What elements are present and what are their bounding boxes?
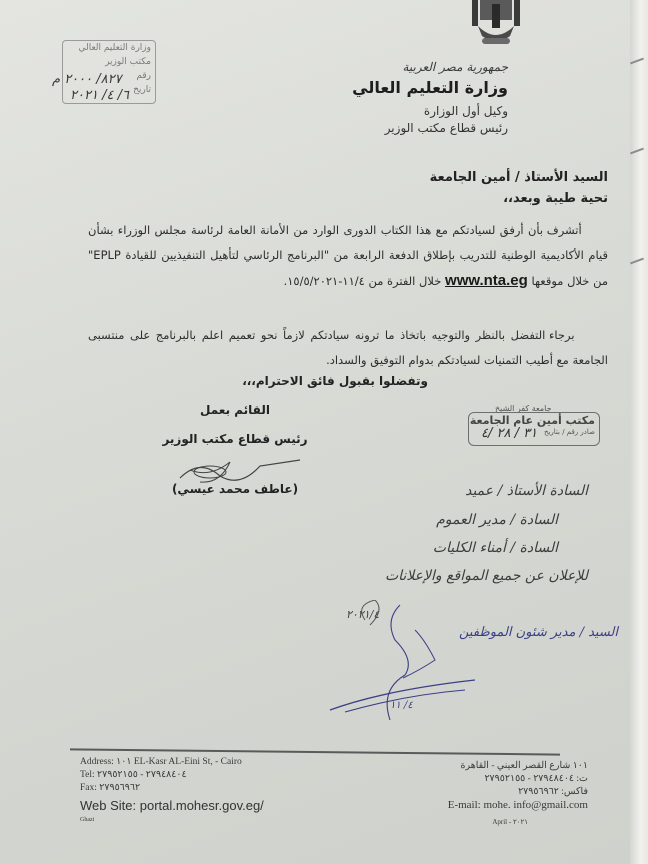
header-ministry: وزارة التعليم العالي	[352, 78, 508, 97]
footer-ar-address: ١٠١ شارع القصر العيني - القاهرة	[460, 761, 588, 771]
paragraph-2	[88, 323, 608, 373]
footer-ar-fax: فاكس: ٢٧٩٥٦٩٦٢	[518, 787, 588, 797]
stamp-date-label: تاريخ	[133, 85, 151, 95]
handwritten-line-4: للإعلان عن جميع المواقع والإعلانات	[384, 568, 588, 584]
header-deputy: وكيل أول الوزارة	[423, 104, 508, 118]
closing: وتفضلوا بقبول فائق الاحترام،،،	[242, 374, 428, 388]
handwritten-line-2: السادة / مدير العموم	[436, 512, 558, 528]
footer-divider	[70, 748, 560, 755]
received-stamp-title: مكتب أمين عام الجامعة	[469, 414, 595, 427]
footer-tel: Tel: ٢٧٩٤٨٤٠٤ - ٢٧٩٥٢١٥٥	[80, 770, 187, 780]
paragraph-1	[88, 218, 608, 294]
handwritten-date-note: ٢٠٢١/٤	[346, 608, 380, 621]
received-stamp-meta: صادر رقم / بتاريخ	[543, 428, 595, 436]
paragraph-2-text: برجاء التفضل بالنظر والتوجيه باتخاذ ما ترونه سيادتكم لازماً نحو تعميم اعلم بالبرنامج على منتسبى الجامعة مع أطيب التمنيات لسيادتكم بدوام التوفيق والسداد.	[88, 328, 608, 367]
header-sector-head: رئيس قطاع مكتب الوزير	[384, 121, 508, 135]
header-country: جمهورية مصر العربية	[402, 60, 508, 74]
received-stamp	[468, 412, 600, 446]
handwritten-line-1: السادة الأستاذ / عميد	[465, 483, 588, 499]
footer-fax: Fax: ٢٧٩٥٦٩٦٢	[80, 783, 141, 793]
stamp-date: ٦/ ٤/ ٢٠٢١	[70, 88, 129, 103]
handwritten-line-3: السادة / أمناء الكليات	[432, 540, 558, 556]
stamp-number: ٨٢٧/ ٢٠٠٠ م	[52, 72, 122, 87]
received-stamp-university: جامعة كفر الشيخ	[495, 404, 552, 413]
footer-address: Address: ١٠١ EL-Kasr AL-Eini St, - Cairo	[80, 757, 242, 767]
footer-left	[80, 756, 264, 827]
handwritten-signature-date: ٤/ ١١	[390, 700, 413, 711]
website-link[interactable]: www.nta.eg	[445, 272, 528, 289]
stamp-line2: مكتب الوزير	[105, 57, 151, 67]
footer-issued: April - ٢٠٢١	[492, 818, 528, 826]
footer-small: Ghazi	[80, 817, 95, 823]
signature-title-2: رئيس قطاع مكتب الوزير	[162, 432, 308, 446]
footer-ar-tel: ت: ٢٧٩٤٨٤٠٤ - ٢٧٩٥٢١٥٥	[484, 774, 588, 784]
stamp-line1: وزارة التعليم العالي	[78, 43, 151, 53]
stamp-number-label: رقم	[136, 71, 151, 81]
signature-title-1: القائم بعمل	[200, 403, 270, 417]
eagle-emblem-icon	[468, 0, 524, 46]
salutation: السيد الأستاذ / أمين الجامعة	[429, 170, 608, 185]
footer-right	[448, 760, 588, 829]
signature-name: (عاطف محمد عيسي)	[171, 482, 299, 496]
paragraph-1-period: خلال الفترة من ١١/٤-١٥/٥/٢٠٢١.	[283, 274, 442, 288]
paper-edge	[630, 0, 648, 864]
footer-email[interactable]: E-mail: mohe. info@gmail.com	[447, 799, 588, 811]
footer-website[interactable]: Web Site: portal.mohesr.gov.eg/	[80, 798, 264, 813]
handwritten-line-5: السيد / مدير شئون الموظفين	[458, 625, 618, 640]
received-stamp-handwritten: ٣١ / ٢٨ /٤	[481, 426, 538, 441]
greeting: تحية طيبة وبعد،،	[503, 191, 608, 206]
paragraph-1-text: أتشرف بأن أرفق لسيادتكم مع هذا الكتاب الدورى الوارد من الأمانة العامة لرئاسة مجلس الوزراء بشأن قيام الأكاديمية الوطنية للتدريب بإطلاق الدفعة الرابعة من "البرنامج الرئاسي لتأهيل التنفيذيين للقيادة EPLP" من خلال موقعها	[88, 223, 608, 288]
